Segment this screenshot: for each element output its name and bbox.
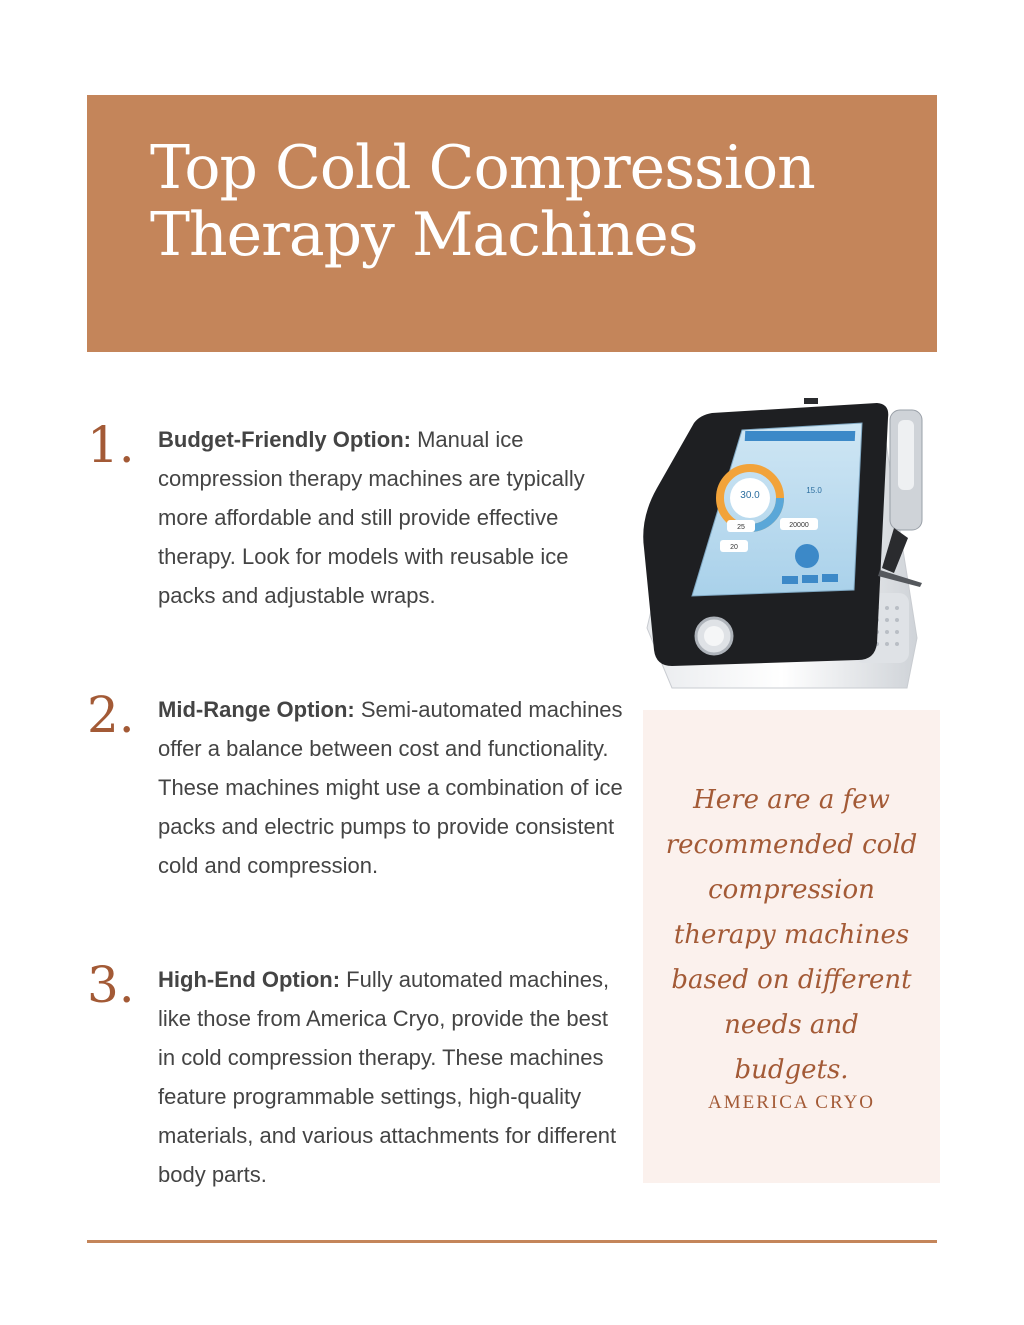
therapy-machine-illustration (632, 398, 942, 693)
list-item (87, 416, 627, 650)
brand-name: AMERICA CRYO (707, 1092, 876, 1113)
item-heading: Budget-Friendly Option: (158, 427, 411, 452)
page-title: Top Cold Compression Therapy Machines (150, 133, 815, 271)
item-text (158, 420, 628, 615)
item-number: 3. (87, 956, 135, 1014)
item-number: 2. (87, 686, 135, 744)
title-banner (87, 95, 937, 352)
item-number: 1. (87, 416, 135, 474)
list-item (87, 686, 627, 920)
screen-field-a: 25 (737, 524, 745, 531)
therapy-machine-image (632, 398, 942, 693)
screen-field-b: 20000 (789, 522, 809, 529)
control-knob (696, 618, 732, 654)
item-body: Semi-automated machines offer a balance between cost and functionality. These machines might use a combination of ice packs and electric pumps to provide consistent cold and compression. (158, 697, 623, 878)
item-text (158, 960, 628, 1194)
screen-readout-main: 30.0 (740, 490, 760, 501)
item-body: Manual ice compression therapy machines are typically more affordable and still provide effective therapy. Look for models with reusable ice packs and adjustable wraps. (158, 427, 585, 608)
list-item (87, 956, 627, 1230)
recommendation-callout (643, 710, 940, 1183)
screen-field-c: 20 (730, 544, 738, 551)
footer-divider (87, 1240, 937, 1243)
item-body: Fully automated machines, like those from America Cryo, provide the best in cold compression therapy. These machines feature programmable settings, high-quality materials, and various attachments for different body parts. (158, 967, 617, 1187)
callout-quote: Here are a few recommended cold compression therapy machines based on different needs and budgets. (665, 785, 918, 1085)
item-heading: Mid-Range Option: (158, 697, 355, 722)
item-heading: High-End Option: (158, 967, 341, 992)
item-text (158, 690, 628, 885)
screen-readout-secondary: 15.0 (806, 486, 822, 495)
